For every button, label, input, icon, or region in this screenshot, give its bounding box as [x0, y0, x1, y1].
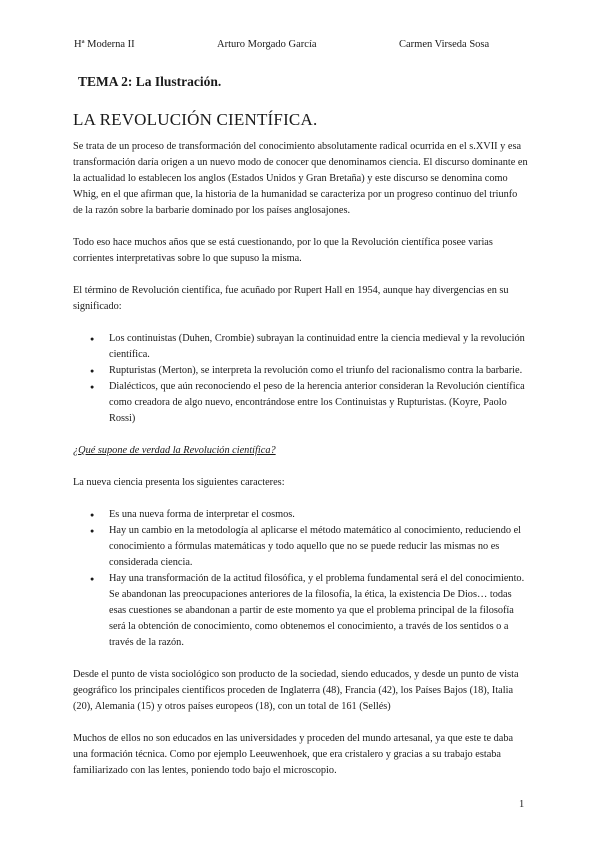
paragraph-term-origin: El término de Revolución científica, fue acuñado por Rupert Hall en 1954, aunque hay divergencias en su significado: [73, 285, 509, 312]
paragraph-sociology: Desde el punto de vista sociológico son producto de la sociedad, siendo educados, y desde un punto de vista geográfico los principales científicos proceden de Inglaterra (48), Francia (42), los Países Bajos (18), Italia (20), Alemania (15) y otros países europeos (18), con un total de 161 (Sellés) [73, 669, 519, 712]
header-author-2: Carmen Virseda Sosa [399, 39, 490, 50]
characteristics-list [73, 507, 529, 651]
document-body [73, 139, 529, 795]
list-item: ● Dialécticos, que aún reconociendo el peso de la herencia anterior consideran la Revolución científica como creadora de algo nuevo, encontrándose entre los Continuistas y Rupturistas. (Koyre, Paolo Rossi) [109, 379, 529, 427]
header-course: Hª Moderna II [74, 39, 135, 50]
topic-heading: TEMA 2: La Ilustración. [78, 74, 222, 89]
paragraph-questioning: Todo eso hace muchos años que se está cuestionando, por lo que la Revolución científica posee varias corrientes interpretativas sobre lo que supuso la misma. [73, 237, 493, 264]
list-item: ● Hay una transformación de la actitud filosófica, y el problema fundamental será el del conocimiento. Se abandonan las preocupaciones anteriores de la filosofía, la ética, la existencia De Dios… todas esas cuestiones se abandonan a partir de este momento ya que el problema principal de la filosofía será la obtención de conocimiento, como obtenemos el conocimiento, a través de los sentidos o a través de la razón. [109, 571, 529, 651]
paragraph-intro: Se trata de un proceso de transformación del conocimiento absolutamente radical ocurrida en el s.XVII y esa transformación daría origen a un nuevo modo de conocer que denominamos ciencia. El discurso dominante en la actualidad lo establecen los anglos (Estados Unidos y Gran Bretaña) y este discurso se denomina como Whig, en el que afirman que, la historia de la humanidad se caracteriza por un progreso continuo del triunfo de la razón sobre la barbarie dominado por los países anglosajones. [73, 141, 528, 216]
paragraph-artisans: Muchos de ellos no son educados en las universidades y proceden del mundo artesanal, ya que este te daba una formación técnica. Como por ejemplo Leeuwenhoek, que era cristalero y gracias a su trabajo estaba familiarizado con las lentes, poniendo todo bajo el microscopio. [73, 733, 514, 776]
list-item: ● Los continuistas (Duhen, Crombie) subrayan la continuidad entre la ciencia medieval y la revolución científica. [109, 331, 529, 363]
page-header [74, 39, 540, 53]
list-item: ● Es una nueva forma de interpretar el cosmos. [109, 507, 529, 523]
interpretations-list [73, 331, 529, 427]
header-author-1: Arturo Morgado García [217, 39, 317, 50]
list-item: ● Rupturistas (Merton), se interpreta la revolución como el triunfo del racionalismo contra la barbarie. [109, 363, 529, 379]
page-number: 1 [519, 799, 525, 810]
section-title: LA REVOLUCIÓN CIENTÍFICA. [73, 110, 318, 129]
paragraph-characteristics-intro: La nueva ciencia presenta los siguientes caracteres: [73, 477, 285, 488]
list-item: ● Hay un cambio en la metodología al aplicarse el método matemático al conocimiento, reduciendo el conocimiento a fórmulas matemáticas y todo aquello que no se puede reducir las mismas no es considerada ciencia. [109, 523, 529, 571]
subheading-question: ¿Qué supone de verdad la Revolución científica? [73, 445, 276, 456]
